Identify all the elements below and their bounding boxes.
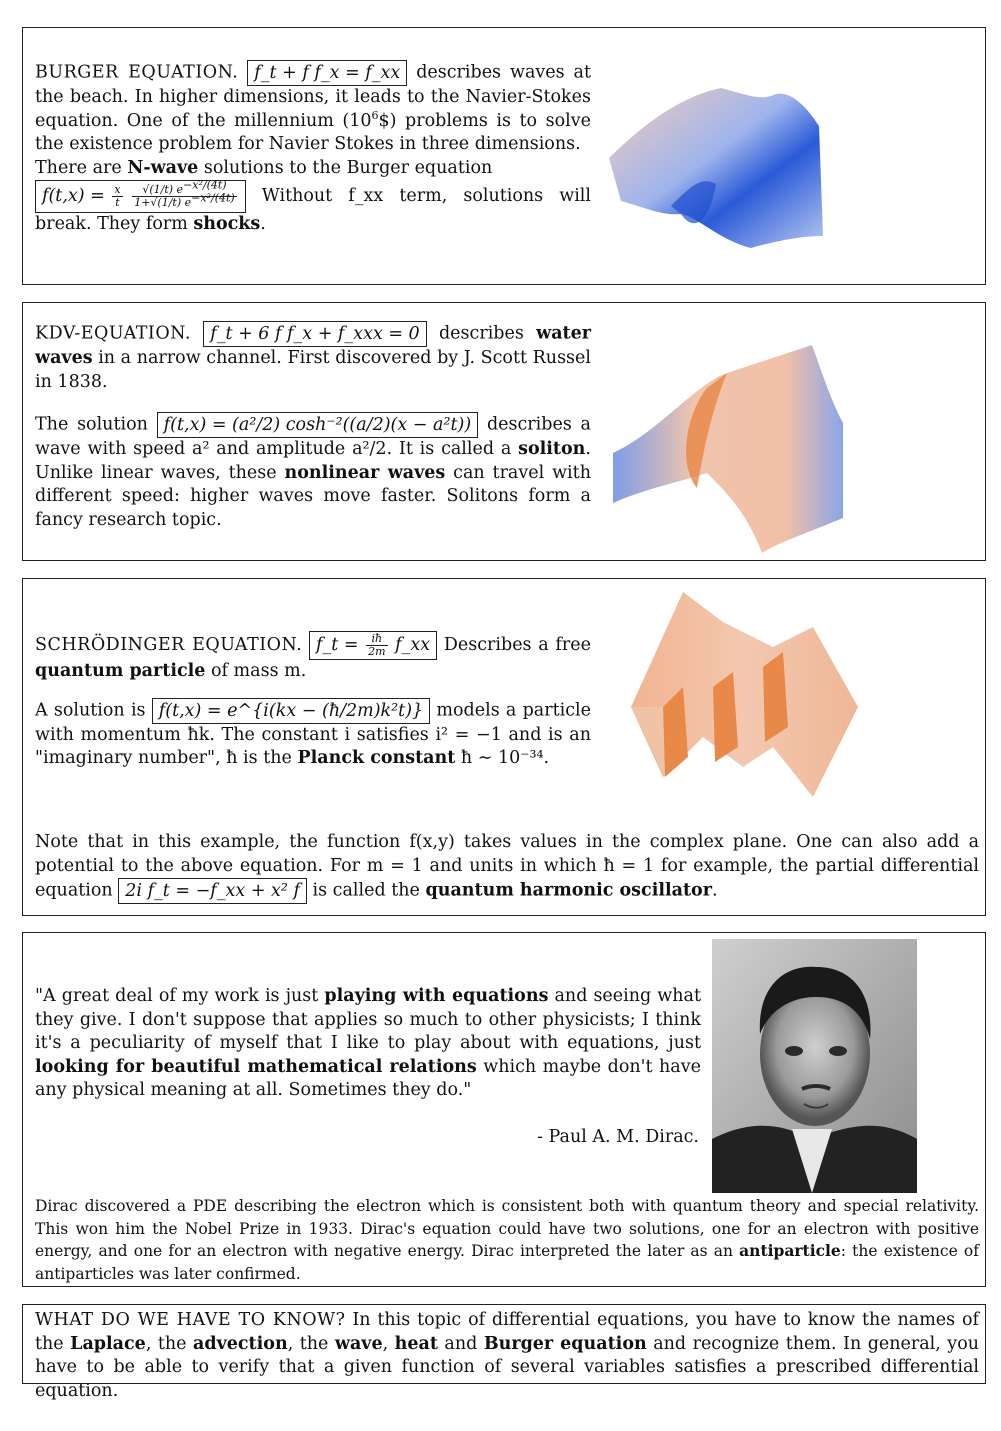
schrodinger-text1b: of mass m. — [210, 661, 307, 681]
kdv-soliton: soliton — [518, 439, 586, 459]
schrodinger-note-text: Note that in this example, the function f(x,y) takes values in the complex plane. One can also add a potential to the above equation. For m = 1 and units in which ħ = 1 for example, the partial differential equation — [35, 832, 979, 901]
know-laplace: Laplace — [70, 1333, 146, 1354]
dirac-section — [22, 932, 986, 1287]
schrodinger-note-b: is called the — [312, 880, 420, 901]
dirac-antiparticle: antiparticle — [739, 1241, 841, 1260]
burger-text — [35, 60, 591, 237]
know-t2: , the — [287, 1333, 329, 1354]
schrodinger-note-eq: 2i f_t = −f_xx + x² f — [118, 878, 307, 904]
burger-text1b: $) problems is to solve the existence problem for Navier Stokes in three dimensions. — [35, 110, 591, 154]
kdv-text2c: . Unlike linear waves, these — [35, 439, 591, 483]
schrodinger-text2a: A solution is — [35, 700, 146, 720]
dirac-quote-b: and seeing what they give. I don't suppose that applies so much to other physicists; I think it's a peculiarity of myself that I like to play about with equations, just — [35, 986, 701, 1053]
dirac-portrait — [712, 939, 917, 1193]
know-text-b: and recognize them. In general, you have to be able to verify that a given function of several variables satisfies a prescribed differential equation. — [35, 1333, 979, 1401]
burger-text1: describes waves at the beach. In higher dimensions, it leads to the Navier-Stokes equation. One of the millennium (10 — [35, 62, 591, 131]
schrodinger-wave-plot — [603, 587, 863, 809]
burger-text2b: solutions to the Burger equation — [203, 157, 493, 178]
kdv-text1a: describes — [438, 323, 524, 344]
know-title: WHAT DO WE HAVE TO KNOW? — [35, 1310, 346, 1330]
burger-nwave: N-wave — [127, 157, 199, 178]
know-t4: and — [444, 1333, 478, 1354]
know-heat: heat — [394, 1333, 438, 1354]
schrodinger-note-end: . — [711, 880, 718, 901]
schrodinger-text — [35, 631, 591, 771]
burger-surface-plot — [601, 66, 826, 252]
schrodinger-title: SCHRÖDINGER EQUATION. — [35, 635, 303, 655]
burger-text3: Without f_xx term, solutions will break. They form — [35, 186, 591, 234]
kdv-water-waves: water waves — [35, 323, 591, 368]
kdv-text2b: describes a wave with speed a² and amplitude a²/2. It is called a — [35, 414, 591, 459]
schrodinger-section — [22, 578, 986, 916]
burger-equation: f_t + f f_x = f_xx — [247, 60, 407, 86]
dirac-quote — [35, 985, 701, 1103]
know-t1: , the — [145, 1333, 187, 1354]
dirac-bio — [35, 1195, 979, 1285]
know-advection: advection — [193, 1333, 288, 1354]
schrodinger-oscillator: quantum harmonic oscillator — [425, 880, 712, 901]
know-text — [35, 1309, 979, 1403]
dirac-playing: playing with equations — [324, 986, 549, 1006]
burger-solution-lhs: f(t,x) = — [42, 186, 105, 206]
dirac-looking: looking for beautiful mathematical relations — [35, 1056, 477, 1077]
burger-exp: 6 — [371, 108, 379, 122]
dirac-quote-a: "A great deal of my work is just — [35, 986, 319, 1006]
schrodinger-equation — [309, 631, 437, 660]
burger-text2a: There are — [35, 157, 122, 178]
kdv-text2a: The solution — [35, 414, 148, 435]
burger-end: . — [260, 214, 266, 234]
schrodinger-eq-rhs: f_xx — [395, 635, 431, 655]
kdv-text — [35, 321, 591, 532]
schrodinger-text2c: ħ ∼ 10⁻³⁴. — [460, 748, 550, 768]
kdv-nonlinear-waves: nonlinear waves — [284, 462, 446, 483]
burger-solution-frac2: $\frac{√(1/t) e^{-x^2/(4t)}}{1+√(1/t) e^{-x^2/(4t)}}$ — [134, 178, 235, 209]
kdv-text2d: can travel with different speed: higher waves move faster. Solitons form a fancy research topic. — [35, 462, 591, 530]
dirac-quote-c: which maybe don't have any physical meaning at all. Sometimes they do." — [35, 1056, 701, 1100]
dirac-bio-a: Dirac discovered a PDE describing the electron which is consistent both with quantum theory and special relativity. This won him the Nobel Prize in 1933. Dirac's equation could have two solutions, one for an electron with positive energy, and one for an electron with negative energy. Dirac interpreted the later as an — [35, 1197, 979, 1260]
burger-solution-frac: $\frac{x}{t}$ — [114, 183, 121, 209]
schrodinger-text1a: Describes a free — [443, 635, 591, 655]
burger-section — [22, 27, 986, 285]
kdv-text1b: in a narrow channel. First discovered by J. Scott Russel in 1838. — [35, 348, 591, 392]
burger-solution — [35, 180, 246, 213]
kdv-section — [22, 302, 986, 561]
know-burger: Burger equation — [483, 1333, 647, 1354]
know-wave: wave — [334, 1333, 383, 1354]
kdv-solution: f(t,x) = (a²/2) cosh⁻²((a/2)(x − a²t)) — [157, 412, 479, 438]
dirac-bio-b: : the existence of antiparticles was later confirmed. — [35, 1242, 979, 1283]
schrodinger-eq-frac: $\frac{iħ}{2m}$ — [368, 632, 386, 658]
schrodinger-quantum-particle: quantum particle — [35, 661, 206, 681]
kdv-title: KDV-EQUATION. — [35, 323, 191, 344]
kdv-soliton-plot — [607, 343, 847, 555]
schrodinger-solution: f(t,x) = e^{i(kx − (ħ/2m)k²t)} — [152, 698, 430, 724]
know-text-a: In this topic of differential equations, you have to know the names of the — [35, 1310, 979, 1354]
burger-title: BURGER EQUATION. — [35, 62, 239, 83]
dirac-attribution: - Paul A. M. Dirac. — [537, 1127, 699, 1147]
know-section — [22, 1304, 986, 1401]
kdv-equation: f_t + 6 f f_x + f_xxx = 0 — [203, 321, 426, 347]
know-t3: , — [382, 1333, 389, 1354]
burger-shocks: shocks — [193, 214, 261, 234]
schrodinger-eq-lhs: f_t = — [316, 635, 359, 655]
schrodinger-note — [35, 831, 979, 904]
schrodinger-planck: Planck constant — [297, 748, 456, 768]
schrodinger-text2b: models a particle with momentum ħk. The constant i satisfies i² = −1 and is an "imaginary number", ħ is the — [35, 700, 591, 768]
